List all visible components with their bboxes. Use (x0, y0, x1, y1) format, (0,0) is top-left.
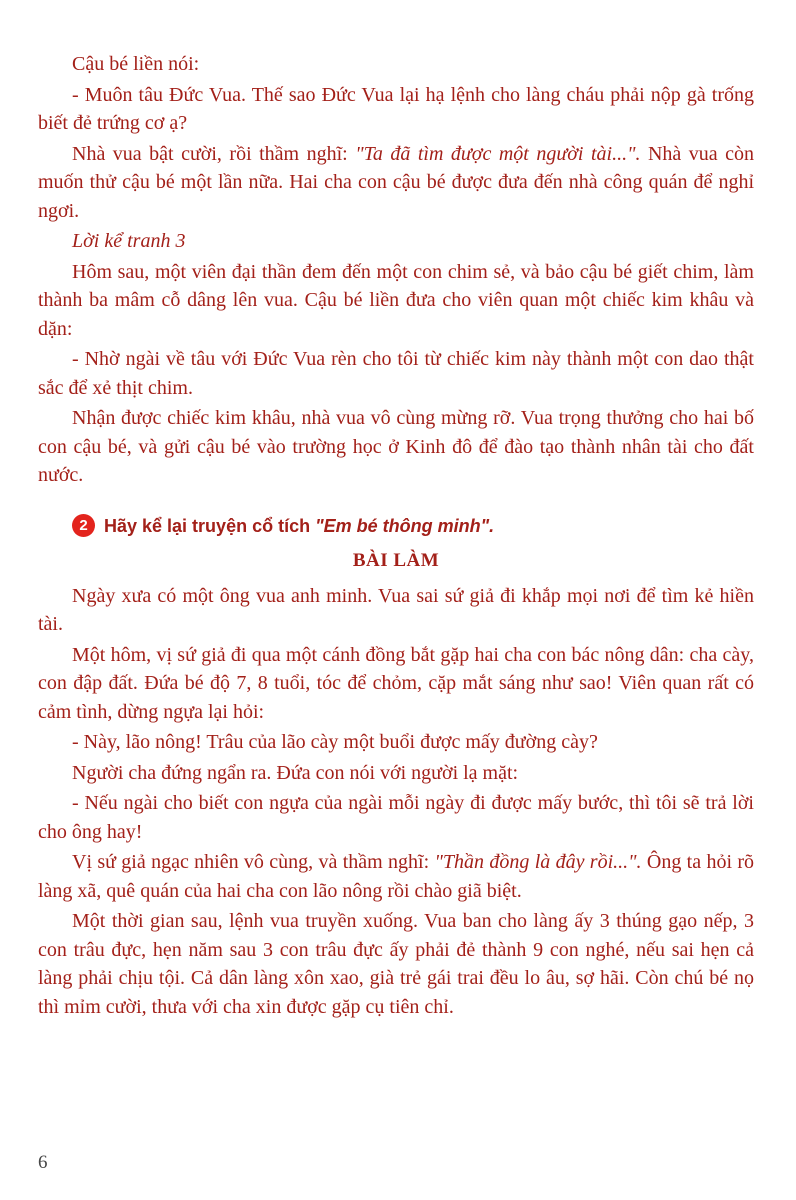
question-number-badge: 2 (72, 514, 95, 537)
story-caption (38, 227, 754, 256)
story-paragraph (38, 728, 754, 757)
paragraph-text: Hôm sau, một viên đại thần đem đến một con chim sẻ, và bảo cậu bé giết chim, làm thành ba mâm cỗ dâng lên vua. Cậu bé liền đưa cho viên quan một chiếc kim khâu và dặn: (38, 260, 754, 340)
story-paragraph (38, 641, 754, 727)
page-number: 6 (38, 1152, 48, 1173)
paragraph-text: Một hôm, vị sứ giả đi qua một cánh đồng bắt gặp hai cha con bác nông dân: cha cày, con đập đất. Đứa bé độ 7, 8 tuổi, tóc để chỏm, cặp mắt sáng như sao! Viên quan rất có cảm tình, dừng ngựa lại hỏi: (38, 643, 754, 723)
story-paragraph (38, 140, 754, 226)
paragraph-text: - Nếu ngài cho biết con ngựa của ngài mỗi ngày đi được mấy bước, thì tôi sẽ trả lời cho ông hay! (38, 792, 754, 843)
paragraph-text: - Này, lão nông! Trâu của lão cày một buổi được mấy đường cày? (72, 731, 598, 753)
question-story-title: "Em bé thông minh". (315, 515, 495, 536)
essay-heading: BÀI LÀM (352, 549, 440, 571)
paragraph-text-italic: "Thần đồng là đây rồi...". (434, 851, 642, 873)
question-text: Hãy kể lại truyện cổ tích (104, 515, 311, 536)
story-paragraph (38, 759, 754, 788)
paragraph-text: Vị sứ giả ngạc nhiên vô cùng, và thầm nghĩ: (72, 851, 435, 873)
paragraph-text: Nhận được chiếc kim khâu, nhà vua vô cùng mừng rỡ. Vua trọng thưởng cho hai bố con cậu bé, và gửi cậu bé vào trường học ở Kinh đô để đào tạo thành nhân tài cho đất nước. (38, 407, 754, 486)
paragraph-text: Ngày xưa có một ông vua anh minh. Vua sai sứ giả đi khắp mọi nơi để tìm kẻ hiền tài. (38, 584, 754, 635)
paragraph-text: Nhà vua bật cười, rồi thầm nghĩ: (72, 142, 356, 165)
story-paragraph (38, 258, 754, 344)
paragraph-text: Người cha đứng ngẩn ra. Đứa con nói với người lạ mặt: (72, 761, 519, 784)
exercise-question (38, 514, 754, 538)
story-paragraph (38, 50, 754, 79)
paragraph-text: Nhà vua còn muốn thử cậu bé một lần nữa. Hai cha con cậu bé được đưa đến nhà công quán để nghỉ ngơi. (38, 142, 754, 222)
story-paragraph (38, 789, 754, 846)
story-paragraph (38, 907, 754, 1021)
story-paragraph (38, 848, 754, 905)
story-paragraph (38, 345, 754, 402)
story-paragraph (38, 582, 754, 639)
paragraph-text: - Nhờ ngài về tâu với Đức Vua rèn cho tôi từ chiếc kim này thành một con dao thật sắc để xẻ thịt chim. (38, 348, 754, 399)
paragraph-text: Ông ta hỏi rõ làng xã, quê quán của hai cha con lão nông rồi chào giã biệt. (38, 851, 755, 902)
paragraph-text: - Muôn tâu Đức Vua. Thế sao Đức Vua lại hạ lệnh cho làng cháu phải nộp gà trống biết đẻ trứng cơ ạ? (38, 83, 754, 134)
paragraph-text-italic: Lời kể tranh 3 (72, 230, 186, 252)
story-paragraph (38, 404, 754, 490)
paragraph-text: Một thời gian sau, lệnh vua truyền xuống. Vua ban cho làng ấy 3 thúng gạo nếp, 3 con trâu đực, hẹn năm sau 3 con trâu đực ấy phải đẻ thành 9 con nghé, nếu sai hẹn cả làng phải chịu tội. Cả dân làng xôn xao, già trẻ gái trai đều lo âu, sợ hãi. Còn chú bé nọ thì mỉm cười, thưa với cha xin được gặp cụ tiên chỉ. (38, 910, 754, 1018)
paragraph-text: Cậu bé liền nói: (72, 53, 200, 75)
story-paragraph (38, 81, 754, 138)
paragraph-text-italic: "Ta đã tìm được một người tài...". (355, 142, 641, 165)
